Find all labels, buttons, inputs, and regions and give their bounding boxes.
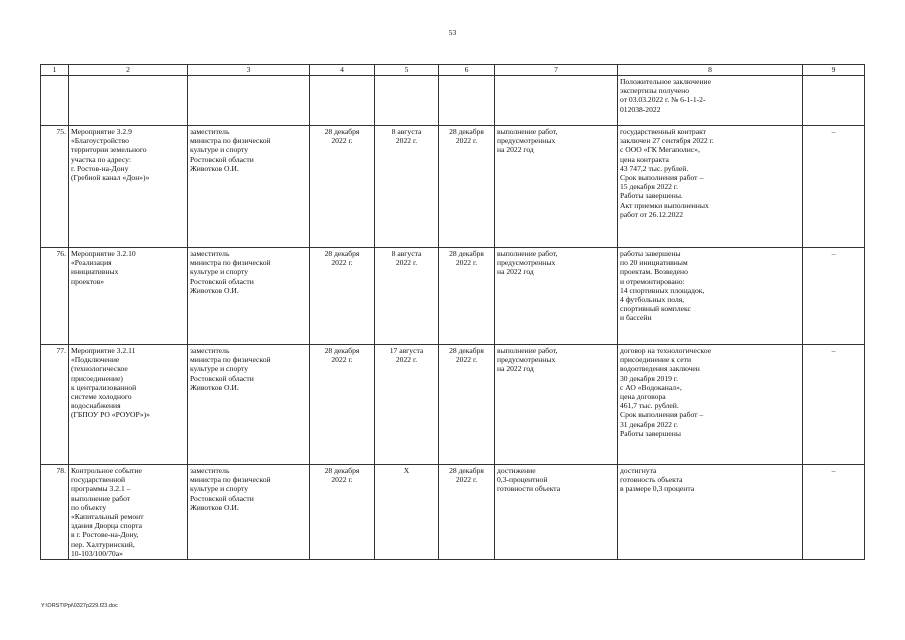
row-number-cell: 77. — [41, 345, 69, 465]
fact-end-date-cell: 28 декабря 2022 г. — [439, 126, 495, 248]
header-cell-1: 1 — [41, 65, 69, 76]
fact-end-date-cell: 28 декабря 2022 г. — [439, 248, 495, 345]
planned-result-cell: выполнение работ, предусмотренных на 2022 год — [495, 345, 618, 465]
responsible-person-cell: заместитель министра по физической культуре и спорту Ростовской области Животков О.И. — [188, 345, 310, 465]
fact-start-date-cell: 8 августа 2022 г. — [375, 248, 439, 345]
header-cell-7: 7 — [495, 65, 618, 76]
table-row — [41, 345, 865, 465]
event-name-cell: Мероприятие 3.2.11 «Подключение (технологическое присоединение) к централизованной системе холодного водоснабжения (ГБПОУ РО «РОУОР»)» — [69, 345, 188, 465]
header-cell-5: 5 — [375, 65, 439, 76]
event-name-cell: Мероприятие 3.2.10 «Реализация инициативных проектов» — [69, 248, 188, 345]
table-row — [41, 465, 865, 560]
page-number: 53 — [448, 28, 457, 37]
header-cell-8: 8 — [618, 65, 803, 76]
plan-date-cell: 28 декабря 2022 г. — [310, 465, 375, 560]
table-row — [41, 248, 865, 345]
plan-date-cell: 28 декабря 2022 г. — [310, 345, 375, 465]
header-cell-2: 2 — [69, 65, 188, 76]
continuation-row — [41, 76, 865, 126]
fact-start-date-cell: 17 августа 2022 г. — [375, 345, 439, 465]
header-cell-4: 4 — [310, 65, 375, 76]
note-cell: – — [803, 465, 865, 560]
responsible-person-cell: заместитель министра по физической культуре и спорту Ростовской области Животков О.И. — [188, 126, 310, 248]
header-cell-3: 3 — [188, 65, 310, 76]
continuation-result-cell: Положительное заключение экспертизы получено от 03.03.2022 г. № 6-1-1-2- 012038-2022 — [618, 76, 803, 126]
fact-start-date-cell: Х — [375, 465, 439, 560]
note-cell: – — [803, 126, 865, 248]
actual-result-cell: договор на технологическое присоединение к сети водоотведения заключен 30 декабря 2019 г. с АО «Водоканал», цена договора 461,7 тыс. рублей. Срок выполнения работ – 31 декабря 2022 г. Работы завершены — [618, 345, 803, 465]
planned-result-cell: достижение 0,3-процентной готовности объекта — [495, 465, 618, 560]
responsible-person-cell: заместитель министра по физической культуре и спорту Ростовской области Животков О.И. — [188, 248, 310, 345]
planned-result-cell: выполнение работ, предусмотренных на 2022 год — [495, 126, 618, 248]
plan-date-cell: 28 декабря 2022 г. — [310, 126, 375, 248]
actual-result-cell: работы завершены по 20 инициативным проектам. Возведено и отремонтировано: 14 спортивных площадок, 4 футбольных поля, спортивный комплекс и бассейн — [618, 248, 803, 345]
planned-result-cell: выполнение работ, предусмотренных на 2022 год — [495, 248, 618, 345]
file-path-footer: Y:\ORST\Ppi\0327p229.f23.doc — [41, 603, 118, 609]
row-number-cell: 75. — [41, 126, 69, 248]
actual-result-cell: достигнута готовность объекта в размере 0,3 процента — [618, 465, 803, 560]
report-table — [40, 64, 865, 560]
actual-result-cell: государственный контракт заключен 27 сентября 2022 г. с ООО «ГК Мегаполис», цена контракта 43 747,2 тыс. рублей. Срок выполнения работ – 15 декабря 2022 г. Работы завершены. Акт приемки выполненных работ от 26.12.2022 — [618, 126, 803, 248]
fact-end-date-cell: 28 декабря 2022 г. — [439, 345, 495, 465]
row-number-cell: 78. — [41, 465, 69, 560]
fact-end-date-cell: 28 декабря 2022 г. — [439, 465, 495, 560]
responsible-person-cell: заместитель министра по физической культуре и спорту Ростовской области Животков О.И. — [188, 465, 310, 560]
table-row — [41, 126, 865, 248]
row-number-cell: 76. — [41, 248, 69, 345]
header-cell-9: 9 — [803, 65, 865, 76]
note-cell: – — [803, 345, 865, 465]
header-cell-6: 6 — [439, 65, 495, 76]
fact-start-date-cell: 8 августа 2022 г. — [375, 126, 439, 248]
plan-date-cell: 28 декабря 2022 г. — [310, 248, 375, 345]
note-cell: – — [803, 248, 865, 345]
header-row — [41, 65, 865, 76]
event-name-cell: Мероприятие 3.2.9 «Благоустройство территории земельного участка по адресу: г. Ростов-на-Дону (Гребной канал «Дон»)» — [69, 126, 188, 248]
event-name-cell: Контрольное событие государственной программы 3.2.1 – выполнение работ по объекту «Капитальный ремонт здания Дворца спорта в г. Ростове-на-Дону, пер. Халтуринский, 10-103/100/70а» — [69, 465, 188, 560]
